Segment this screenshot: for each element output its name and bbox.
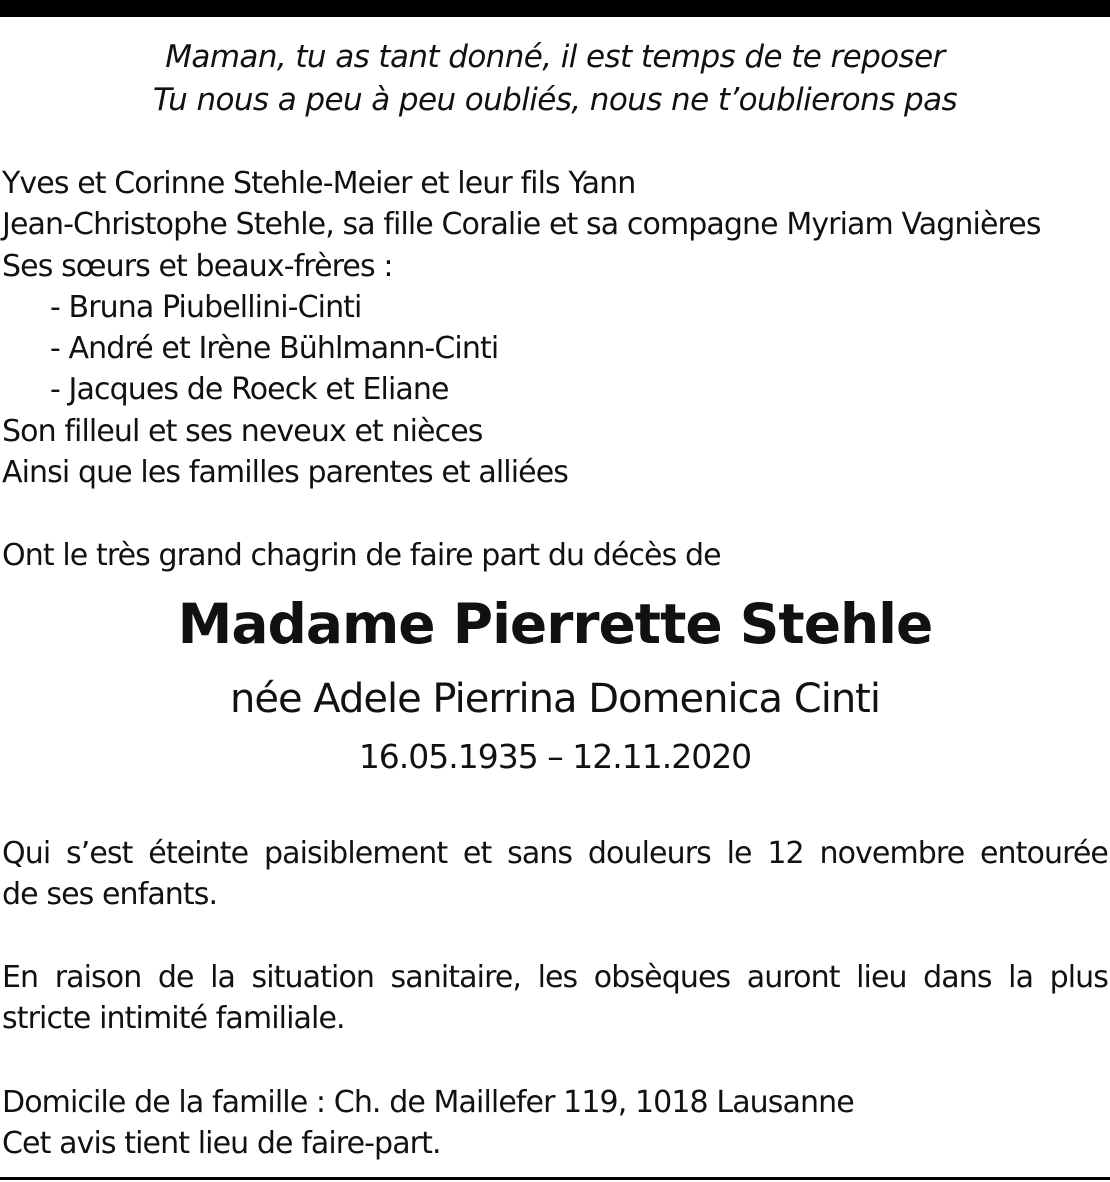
epigraph-line-1: Maman, tu as tant donné, il est temps de te reposer — [165, 39, 945, 75]
paragraph-line: stricte intimité familiale. — [2, 1001, 345, 1036]
paragraph-line: En raison de la situation sanitaire, les obsèques auront lieu dans la plus — [2, 960, 1108, 995]
family-line-sibling: - Jacques de Roeck et Eliane — [50, 372, 449, 408]
family-line-sibling: - Bruna Piubellini-Cinti — [50, 289, 362, 325]
deceased-dates: 16.05.1935 – 12.11.2020 — [358, 737, 752, 776]
family-line-sibling: - André et Irène Bühlmann-Cinti — [50, 331, 499, 367]
paragraph-funeral — [2, 957, 1108, 1039]
announcement-text: Ont le très grand chagrin de faire part du décès de — [2, 538, 721, 573]
epigraph-line-2: Tu nous a peu à peu oubliés, nous ne t’oublierons pas — [152, 82, 958, 118]
paragraph-line: de ses enfants. — [2, 877, 218, 912]
family-line: Jean-Christophe Stehle, sa fille Coralie et sa compagne Myriam Vagnières — [2, 207, 1041, 243]
paragraph-line: Domicile de la famille : Ch. de Maillefer 119, 1018 Lausanne — [2, 1085, 854, 1120]
family-line: Ses sœurs et beaux-frères : — [2, 248, 393, 284]
family-line: Ainsi que les familles parentes et alliées — [2, 455, 569, 491]
family-line: Yves et Corinne Stehle-Meier et leur fils Yann — [2, 166, 636, 201]
epigraph — [0, 36, 1110, 122]
paragraph-address — [2, 1082, 1108, 1164]
paragraph-line: Cet avis tient lieu de faire-part. — [2, 1126, 441, 1161]
bottom-border-rule — [0, 1177, 1110, 1180]
deceased-name: Madame Pierrette Stehle — [177, 592, 933, 656]
family-members-list — [2, 163, 1108, 493]
deceased-maiden-name: née Adele Pierrina Domenica Cinti — [230, 676, 880, 722]
top-border-rule — [0, 0, 1110, 17]
family-line: Son filleul et ses neveux et nièces — [2, 413, 483, 449]
paragraph-passing — [2, 833, 1108, 915]
paragraph-line: Qui s’est éteinte paisiblement et sans douleurs le 12 novembre entourée — [2, 836, 1108, 871]
